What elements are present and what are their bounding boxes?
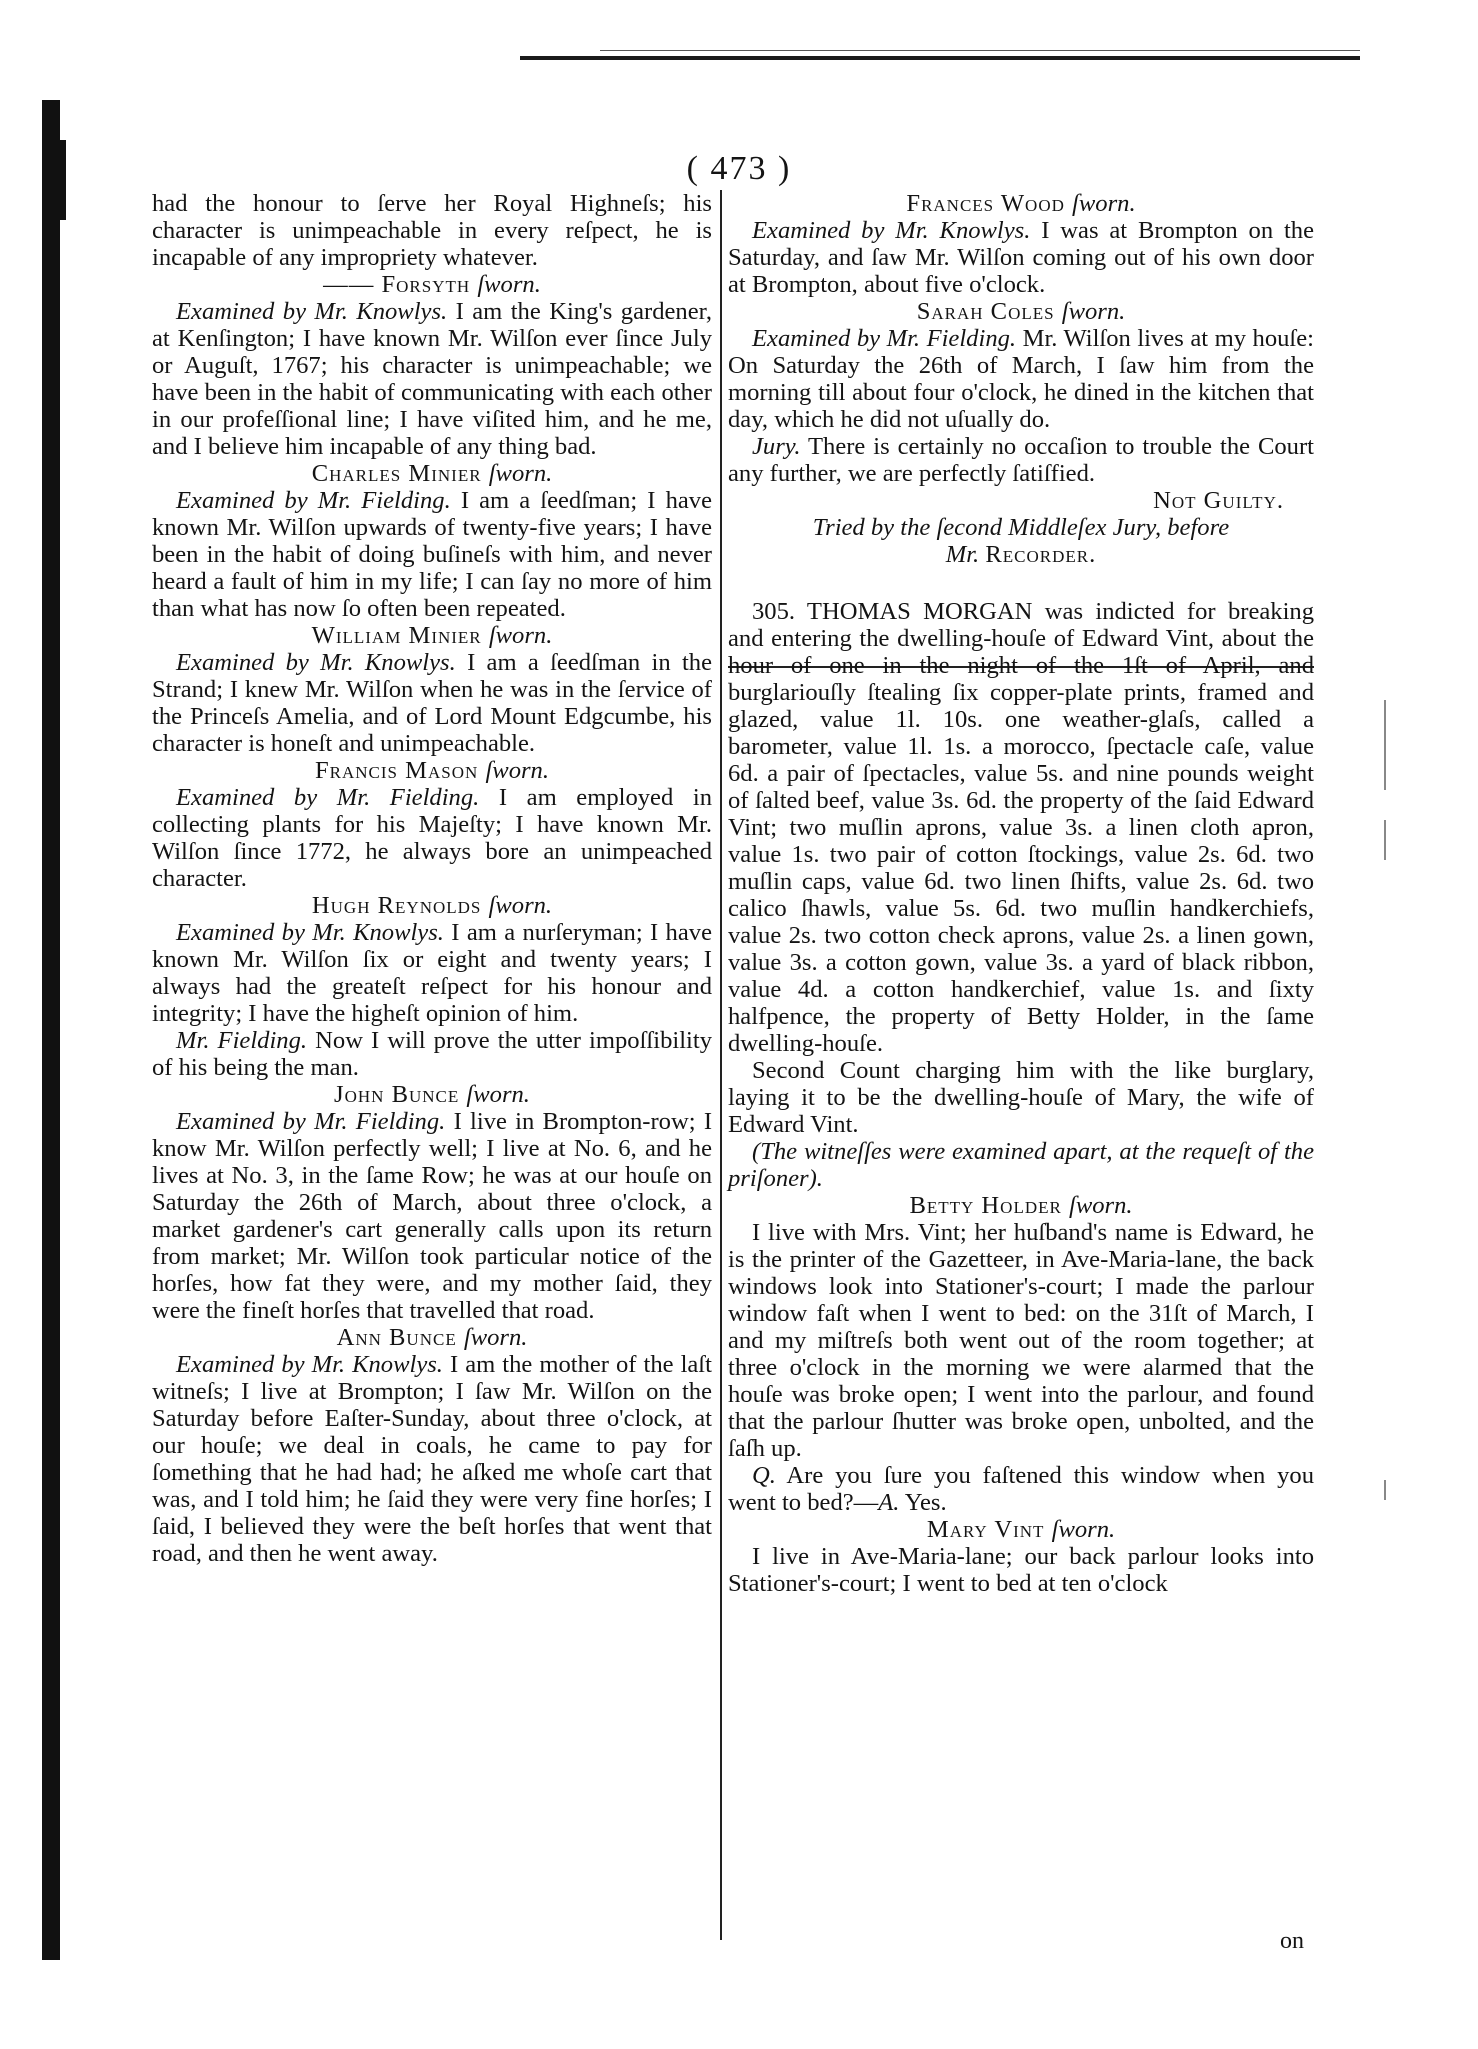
sworn-label: ſworn. xyxy=(466,1081,530,1108)
speaker-label: Jury. xyxy=(752,433,801,460)
left-column xyxy=(152,190,712,1567)
examiner-label: Examined by Mr. Fielding. xyxy=(176,487,451,514)
examiner-label: Examined by Mr. Fielding. xyxy=(752,325,1017,352)
margin-mark xyxy=(1384,1480,1386,1500)
question-answer xyxy=(728,1462,1314,1516)
jury-text: There is certainly no occaſion to trouble the Court any further, we are perfectly ſatiſfied. xyxy=(728,433,1314,487)
testimony-mary-vint: I live in Ave-Maria-lane; our back parlour looks into Stationer's-court; I went to bed at ten o'clock xyxy=(728,1543,1314,1597)
testimony-text: I live in Brompton-row; I know Mr. Wilſon perfectly well; I live at No. 6, and he lives at No. 3, in the ſame Row; he was at our houſe on Saturday the 26th of March, about three o'clock, a market gardener's cart generally calls upon its return from market; Mr. Wilſon took particular notice of the horſes, how fat they were, and my mother ſaid, they were the fineſt horſes that travelled that road. xyxy=(152,1108,713,1324)
verdict: Not Guilty. xyxy=(1153,487,1284,514)
second-count: Second Count charging him with the like burglary, laying it to be the dwelling-houſe of Mary, the wife of Edward Vint. xyxy=(728,1057,1314,1138)
witness-name: Charles Minier xyxy=(311,460,482,487)
sworn-label: ſworn. xyxy=(1069,1192,1133,1219)
sworn-label: ſworn. xyxy=(1061,298,1126,325)
witness-name: John Bunce xyxy=(334,1081,460,1108)
witness-name: Betty Holder xyxy=(909,1192,1062,1219)
examiner-label: Examined by Mr. Knowlys. xyxy=(752,217,1031,244)
witness-heading-charles-minier xyxy=(152,460,712,487)
question-label: Q. xyxy=(752,1462,776,1489)
testimony-text: I am a ſeedſman; I have known Mr. Wilſon upwards of twenty-five years; I have been in the habit of doing buſineſs with him, and never heard a fault of him in my life; I can ſay no more of him than what has now ſo often been repeated. xyxy=(152,487,713,622)
testimony-text: I am the King's gardener, at Kenſington; I have known Mr. Wilſon ever ſince July or Auguſt, 1767; his character is unimpeachable; we have been in the habit of communicating with each other in our profeſſional line; I have viſited him, and he me, and I believe him incapable of any thing bad. xyxy=(152,298,712,460)
intro-paragraph: had the honour to ſerve her Royal Highneſs; his character is unimpeachable in every reſpect, he is incapable of any impropriety whatever. xyxy=(152,190,712,271)
answer-label: A. xyxy=(878,1489,900,1516)
catchword: on xyxy=(1280,1928,1304,1954)
witness-name: Frances Wood xyxy=(906,190,1065,217)
examiner-label: Examined by Mr. Knowlys. xyxy=(176,649,456,676)
witness-name: Sarah Coles xyxy=(916,298,1055,325)
testimony-text: Mr. Wilſon lives at my houſe: On Saturday the 26th of March, I ſaw him from the morning till about four o'clock, he dined in the kitchen that day, which he did not uſually do. xyxy=(728,325,1314,433)
witness-heading-sarah-coles xyxy=(728,298,1314,325)
tried-before-line: Tried by the ſecond Middleſex Jury, before xyxy=(812,514,1230,541)
top-rule xyxy=(520,56,1360,60)
testimony-john-bunce xyxy=(152,1108,712,1324)
top-thin-rule xyxy=(600,50,1360,51)
tried-before-recorder xyxy=(728,541,1314,568)
testimony-ann-bunce xyxy=(152,1351,712,1567)
witness-name: Hugh Reynolds xyxy=(311,892,482,919)
case-305-indictment: 305. THOMAS MORGAN was indicted for breaking and entering the dwelling-houſe of Edward Vint, about the hour of one in the night of the 1ſt of April, and burglariouſly ſtealing ſix copper-plate prints, framed and glazed, value 1l. 10s. one weather-glaſs, called a barometer, value 1l. 1s. a morocco, ſpectacle caſe, value 6d. a pair of ſpectacles, value 5s. and nine pounds weight of ſalted beef, value 3s. 6d. the property of the ſaid Edward Vint; two muſlin aprons, value 3s. a linen cloth apron, value 1s. two pair of cotton ſtockings, value 2s. 6d. two muſlin caps, value 6d. two linen ſhifts, value 2s. 6d. two calico ſhawls, value 5s. 6d. two muſlin handkerchiefs, value 2s. two cotton check aprons, value 2s. a linen gown, value 3s. a cotton gown, value 3s. a yard of black ribbon, value 4d. a cotton handkerchief, value 1s. and ſixty halfpence, the property of Betty Holder, in the ſame dwelling-houſe. xyxy=(728,598,1314,1057)
witness-heading-mary-vint xyxy=(728,1516,1314,1543)
page-folio: ( 473 ) xyxy=(686,150,792,187)
witness-note: (The witneſſes were examined apart, at the requeſt of the priſoner). xyxy=(728,1138,1314,1192)
sworn-label: ſworn. xyxy=(488,460,553,487)
margin-mark xyxy=(1384,700,1386,790)
testimony-forsyth xyxy=(152,298,712,460)
testimony-frances-wood xyxy=(728,217,1314,298)
question-text: Are you ſure you faſtened this window when you went to bed?— xyxy=(728,1462,1314,1516)
witness-name: William Minier xyxy=(311,622,482,649)
witness-heading-william-minier xyxy=(152,622,712,649)
sworn-label: ſworn. xyxy=(1072,190,1136,217)
tried-mr: Mr. xyxy=(945,541,980,568)
sworn-label: ſworn. xyxy=(488,892,553,919)
testimony-text: I am a nurſeryman; I have known Mr. Wilſon ſix or eight and twenty years; I always had the greateſt reſpect for his honour and integrity; I have the higheſt opinion of him. xyxy=(152,919,712,1027)
witness-heading-forsyth xyxy=(152,271,712,298)
testimony-text: I am the mother of the laſt witneſs; I live at Brompton; I ſaw Mr. Wilſon on the Saturday before Eaſter-Sunday, about three o'clock, at our houſe; we deal in coals, he came to pay for ſomething that he had had; he aſked me whoſe cart that was, and I told him; he ſaid they were very fine horſes; I ſaid, I believed they were the beſt horſes that went that road, and then he went away. xyxy=(152,1351,712,1567)
witness-heading-betty-holder xyxy=(728,1192,1314,1219)
witness-name: Ann Bunce xyxy=(336,1324,457,1351)
testimony-william-minier xyxy=(152,649,712,757)
sworn-label: ſworn. xyxy=(485,757,550,784)
witness-heading-john-bunce xyxy=(152,1081,712,1108)
witness-name: Mary Vint xyxy=(926,1516,1045,1543)
examiner-label: Examined by Mr. Knowlys. xyxy=(176,298,448,325)
testimony-betty-holder: I live with Mrs. Vint; her huſband's name is Edward, he is the printer of the Gazetteer, in Ave-Maria-lane, the back windows look into Stationer's-court; I made the parlour window faſt when I went to bed: on the 31ſt of March, I and my miſtreſs both went out of the room together; at three o'clock in the morning we were alarmed that the houſe was broke open; I went into the parlour, and found that the parlour ſhutter was broke open, unbolted, and the ſaſh up. xyxy=(728,1219,1314,1462)
column-divider xyxy=(720,190,722,1940)
spacer xyxy=(728,568,1314,598)
testimony-francis-mason xyxy=(152,784,712,892)
sworn-label: ſworn. xyxy=(488,622,553,649)
remark-text: Now I will prove the utter impoſſibility of his being the man. xyxy=(152,1027,712,1081)
examiner-label: Examined by Mr. Knowlys. xyxy=(176,919,444,946)
testimony-hugh-reynolds xyxy=(152,919,712,1027)
answer-text: Yes. xyxy=(904,1489,947,1516)
testimony-text: I was at Brompton on the Saturday, and ſaw Mr. Wilſon coming out of his own door at Brompton, about five o'clock. xyxy=(728,217,1314,298)
sworn-label: ſworn. xyxy=(463,1324,528,1351)
examiner-label: Examined by Mr. Knowlys. xyxy=(176,1351,443,1378)
witness-heading-hugh-reynolds xyxy=(152,892,712,919)
witness-heading-frances-wood xyxy=(728,190,1314,217)
sworn-label: ſworn. xyxy=(1051,1516,1116,1543)
jury-statement xyxy=(728,433,1314,487)
right-column xyxy=(728,190,1314,1597)
speaker-label: Mr. Fielding. xyxy=(176,1027,308,1054)
witness-heading-ann-bunce xyxy=(152,1324,712,1351)
examiner-label: Examined by Mr. Fielding. xyxy=(176,784,480,811)
testimony-charles-minier xyxy=(152,487,712,622)
witness-name: Francis Mason xyxy=(314,757,479,784)
testimony-text: I am employed in collecting plants for his Majeſty; I have known Mr. Wilſon ſince 1772, he always bore an unimpeached character. xyxy=(152,784,712,892)
sworn-label: ſworn. xyxy=(477,271,541,298)
examiner-label: Examined by Mr. Fielding. xyxy=(176,1108,446,1135)
witness-heading-francis-mason xyxy=(152,757,712,784)
testimony-text: I am a ſeedſman in the Strand; I knew Mr. Wilſon when he was in the ſervice of the Princeſs Amelia, and of Lord Mount Edgcumbe, his character is honeſt and unimpeachable. xyxy=(152,649,712,757)
testimony-sarah-coles xyxy=(728,325,1314,433)
binding-edge-shadow xyxy=(42,100,60,1960)
remark-mr-fielding xyxy=(152,1027,712,1081)
margin-mark xyxy=(1384,820,1386,860)
tried-recorder: Recorder. xyxy=(985,541,1097,568)
witness-name: —— Forsyth xyxy=(323,271,471,298)
